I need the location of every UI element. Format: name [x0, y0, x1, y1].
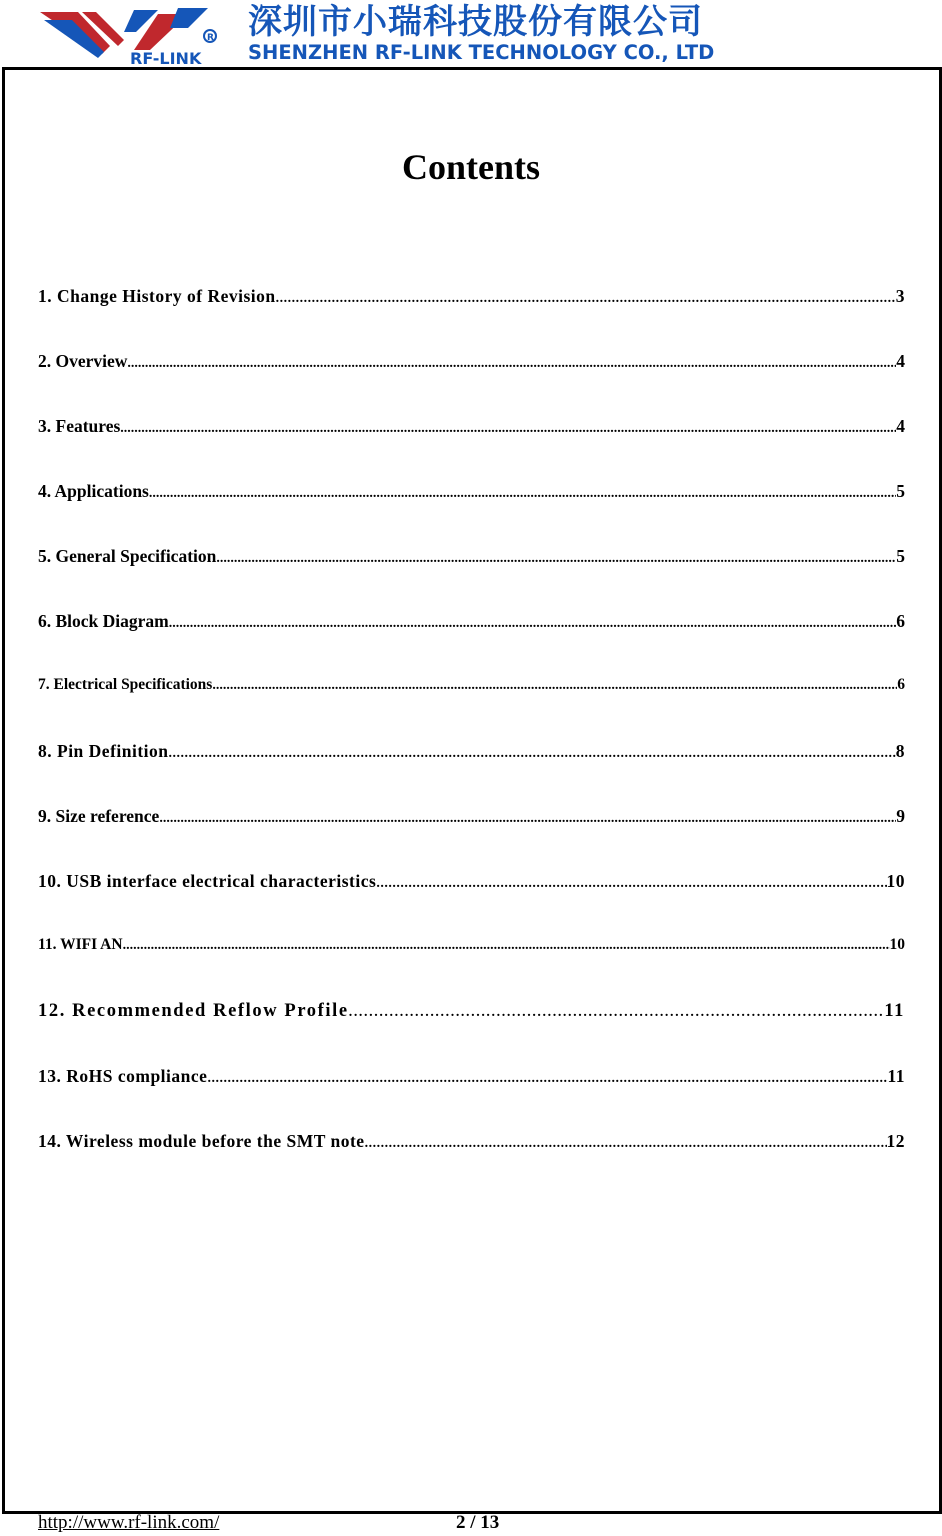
toc-entry-page: 9: [896, 806, 905, 826]
toc-entry-page: 10: [889, 936, 905, 953]
toc-entry-label: 1. Change History of Revision: [38, 286, 276, 306]
toc-entry[interactable]: [38, 806, 905, 871]
toc-entry[interactable]: [38, 871, 905, 936]
toc-leader: [376, 876, 886, 892]
toc-entry-page: 6: [896, 611, 905, 631]
toc-entry[interactable]: [38, 416, 905, 481]
footer-website-link[interactable]: http://www.rf-link.com/: [38, 1512, 220, 1533]
table-of-contents: [38, 286, 905, 1196]
toc-entry-page: 11: [884, 1001, 905, 1021]
toc-leader: [365, 1136, 887, 1152]
toc-entry[interactable]: [38, 1131, 905, 1196]
footer-page-number: 2 / 13: [456, 1512, 500, 1533]
logo-text: RF-LINK: [130, 49, 202, 66]
toc-entry[interactable]: [38, 611, 905, 676]
toc-leader: [120, 421, 896, 437]
toc-entry-label: 13. RoHS compliance: [38, 1066, 208, 1086]
toc-entry-label: 3. Features: [38, 416, 121, 436]
toc-entry-page: 10: [886, 871, 905, 891]
svg-text:R: R: [207, 33, 214, 43]
company-name-en: SHENZHEN RF-LINK TECHNOLOGY CO., LTD: [248, 41, 715, 64]
toc-entry-page: 12: [886, 1131, 905, 1151]
toc-leader: [127, 356, 896, 372]
toc-entry-page: 11: [887, 1066, 905, 1086]
toc-entry-label: 2. Overview: [38, 351, 128, 371]
toc-entry-page: 4: [896, 416, 905, 436]
toc-entry[interactable]: [38, 676, 905, 741]
toc-leader: [212, 678, 897, 694]
toc-entry-label: 7. Electrical Specifications: [38, 676, 213, 693]
toc-entry-page: 6: [897, 676, 905, 693]
toc-entry-label: 6. Block Diagram: [38, 611, 169, 631]
toc-entry-label: 9. Size reference: [38, 806, 160, 826]
toc-entry-label: 12. Recommended Reflow Profile: [38, 1001, 349, 1021]
toc-leader: [207, 1071, 887, 1087]
toc-entry-page: 5: [896, 546, 905, 566]
rf-link-logo-icon: [38, 6, 238, 66]
toc-entry[interactable]: [38, 936, 905, 1001]
page-header: [0, 0, 942, 68]
toc-entry[interactable]: [38, 481, 905, 546]
toc-entry[interactable]: [38, 1066, 905, 1131]
toc-entry[interactable]: [38, 546, 905, 611]
company-name-cn: 深圳市小瑞科技股份有限公司: [248, 2, 703, 42]
toc-entry[interactable]: [38, 351, 905, 416]
toc-leader: [169, 616, 896, 632]
toc-entry[interactable]: [38, 286, 905, 351]
toc-entry-label: 11. WIFI AN: [38, 936, 123, 953]
toc-entry-page: 5: [896, 481, 905, 501]
toc-leader: [159, 811, 896, 827]
toc-entry-page: 8: [895, 741, 905, 761]
toc-entry-label: 14. Wireless module before the SMT note: [38, 1131, 365, 1151]
page-title: Contents: [401, 147, 540, 187]
toc-entry-page: 4: [896, 351, 905, 371]
toc-entry-label: 10. USB interface electrical characteristics: [38, 871, 377, 891]
toc-leader: [349, 1005, 885, 1021]
toc-entry-label: 5. General Specification: [38, 546, 217, 566]
toc-leader: [123, 938, 890, 954]
toc-entry-label: 8. Pin Definition: [38, 741, 169, 761]
toc-leader: [149, 486, 896, 502]
toc-leader: [216, 551, 896, 567]
toc-entry-label: 4. Applications: [38, 481, 149, 501]
toc-entry[interactable]: [38, 1001, 905, 1066]
toc-leader: [276, 291, 896, 307]
toc-entry-page: 3: [895, 286, 905, 306]
toc-leader: [169, 746, 896, 762]
toc-entry[interactable]: [38, 741, 905, 806]
